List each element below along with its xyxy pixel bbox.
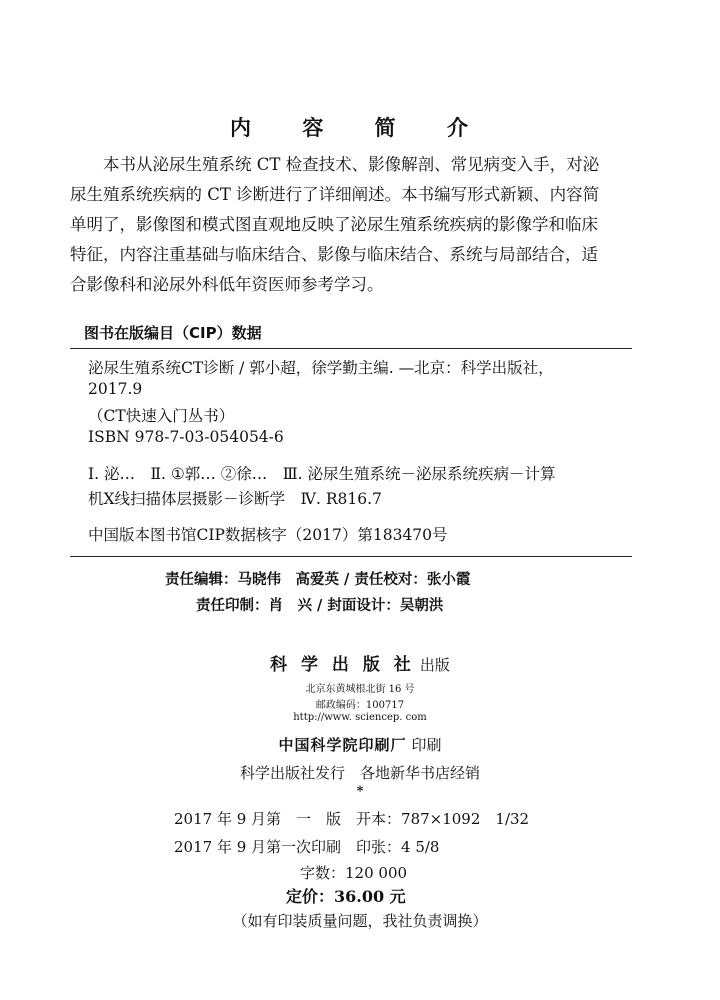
production-credits: 责任印制：肖 兴 / 封面设计：吴朝洪: [196, 597, 444, 614]
intro-paragraph: [70, 150, 640, 300]
cip-line: 泌尿生殖系统CT诊断 / 郭小超，徐学勤主编. —北京：科学出版社，: [88, 359, 554, 377]
cip-line: 2017.9: [88, 380, 143, 398]
separator-star: *: [356, 784, 364, 799]
distribution-line: 科学出版社发行 各地新华书店经销: [239, 764, 480, 782]
intro-line: 特征，内容注重基础与临床结合、影像与临床结合、系统与局部结合，适: [70, 245, 598, 264]
cip-heading: 图书在版编目（CIP）数据: [84, 324, 262, 342]
editor-credits: 责任编辑：马晓伟 高爱英 / 责任校对：张小霞: [165, 571, 471, 588]
cip-line: Ⅰ. 泌… Ⅱ. ①郭… ②徐… Ⅲ. 泌尿生殖系统－泌尿系统疾病－计算: [88, 465, 556, 483]
intro-line: 单明了，影像图和模式图直观地反映了泌尿生殖系统疾病的影像学和临床: [70, 215, 598, 234]
cip-top-rule: [70, 348, 632, 349]
publisher-postcode: 邮政编码：100717: [315, 700, 405, 711]
intro-line: 尿生殖系统疾病的 CT 诊断进行了详细阐述。本书编写形式新颖、内容简: [70, 185, 600, 204]
printer-suffix: 印刷: [411, 736, 442, 754]
cip-line: 中国版本图书馆CIP数据核字（2017）第183470号: [88, 526, 448, 544]
publisher-address: 北京东黄城根北街 16 号: [305, 684, 415, 695]
publisher-suffix: 出版: [419, 656, 450, 674]
publisher-name: 科 学 出 版 社: [270, 655, 415, 675]
word-count: 字数：120 000: [300, 864, 408, 882]
edition-line: 2017 年 9 月第 一 版 开本：787×1092 1/32: [174, 810, 530, 828]
price: 定价：36.00 元: [286, 887, 406, 906]
publisher-line: [0, 650, 720, 675]
intro-line: 合影像科和泌尿外科低年资医师参考学习。: [70, 275, 384, 294]
printer-line: [0, 734, 720, 755]
cip-line: ISBN 978-7-03-054054-6: [88, 428, 284, 446]
printing-line: 2017 年 9 月第一次印刷 印张：4 5/8: [174, 838, 440, 856]
quality-note: （如有印装质量问题，我社负责调换）: [232, 912, 488, 930]
page-title: 内 容 简 介: [230, 115, 490, 140]
intro-line: 本书从泌尿生殖系统 CT 检查技术、影像解剖、常见病变入手，对泌: [70, 155, 600, 174]
cip-line: （CT快速入门丛书）: [88, 407, 235, 425]
cip-bottom-rule: [70, 556, 632, 557]
publisher-url: http://www. sciencep. com: [293, 712, 427, 723]
printer-name: 中国科学院印刷厂: [278, 736, 407, 754]
cip-line: 机X线扫描体层摄影－诊断学 Ⅳ. R816.7: [88, 490, 382, 508]
